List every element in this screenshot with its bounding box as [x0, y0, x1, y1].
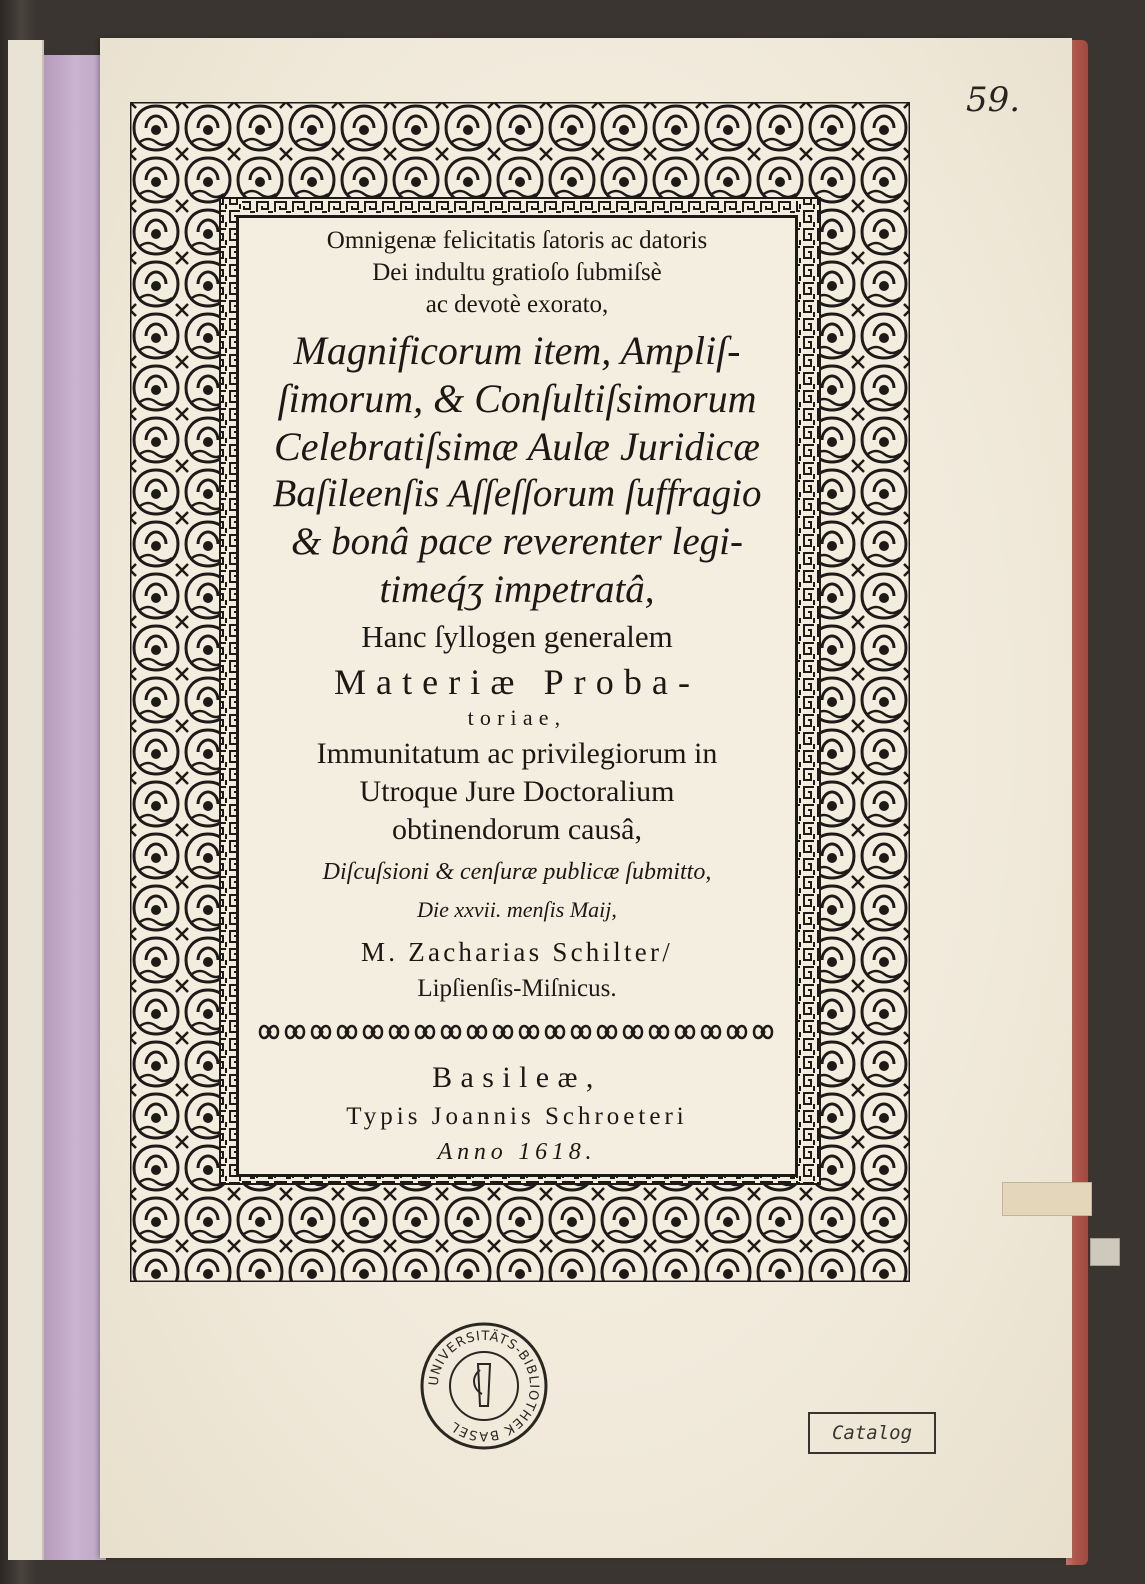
catalog-label: Catalog — [808, 1412, 936, 1454]
library-stamp — [418, 1320, 550, 1452]
italic-line-4: Baſileenſis Aſſeſſorum ſuffragio — [272, 472, 762, 515]
immunitatum-line: Immunitatum ac privilegiorum in — [316, 737, 718, 770]
paper-tab — [1002, 1182, 1092, 1216]
purple-ribbon — [44, 55, 106, 1560]
printer-line: Typis Joannis Schroeteri — [346, 1103, 688, 1130]
materiae-line: Materiæ Proba- — [333, 662, 701, 702]
folio-number: 59. — [966, 80, 1021, 120]
italic-line-5: & bonâ pace reverenter legi- — [291, 520, 743, 563]
utroque-line: Utroque Jure Doctoralium — [359, 775, 675, 808]
origin-line: Lipſienſis-Miſnicus. — [417, 975, 617, 1002]
stamp-text: UNIVERSITÄTS-BIBLIOTHEK BASEL — [426, 1328, 542, 1444]
italic-line-2: ſimorum, & Conſultiſsimorum — [277, 376, 757, 421]
facing-page-edge — [8, 40, 44, 1560]
toriae-line: toriae, — [467, 705, 567, 730]
discussioni-line: Diſcuſsioni & cenſuræ publicæ ſubmitto, — [322, 859, 712, 885]
place-line: Basileæ, — [432, 1061, 602, 1094]
year-line: Anno 1618. — [437, 1139, 597, 1165]
grey-tab — [1090, 1238, 1120, 1266]
title-text — [236, 215, 798, 1177]
obtinendorum-line: obtinendorum causâ, — [392, 813, 642, 846]
dedication-line-3: ac devotè exorato, — [425, 291, 609, 318]
svg-text:UNIVERSITÄTS-BIBLIOTHEK BASEL — [427, 1328, 541, 1443]
italic-line-3: Celebratiſsimæ Aulæ Juridicæ — [274, 424, 760, 469]
syllogen-line: Hanc ſyllogen generalem — [361, 619, 673, 654]
ornament-rule — [256, 1021, 778, 1043]
date-line: Die xxvii. menſis Maij, — [417, 897, 617, 922]
italic-line-1: Magnificorum item, Ampliſ- — [293, 328, 741, 373]
italic-line-6: timeq́ʒ impetratâ, — [379, 568, 655, 611]
dedication-line-2: Dei indultu gratioſo ſubmiſsè — [372, 259, 662, 286]
dedication-line-1: Omnigenæ felicitatis ſatoris ac datoris — [326, 227, 708, 254]
author-line: M. Zacharias Schilter/ — [361, 937, 673, 967]
